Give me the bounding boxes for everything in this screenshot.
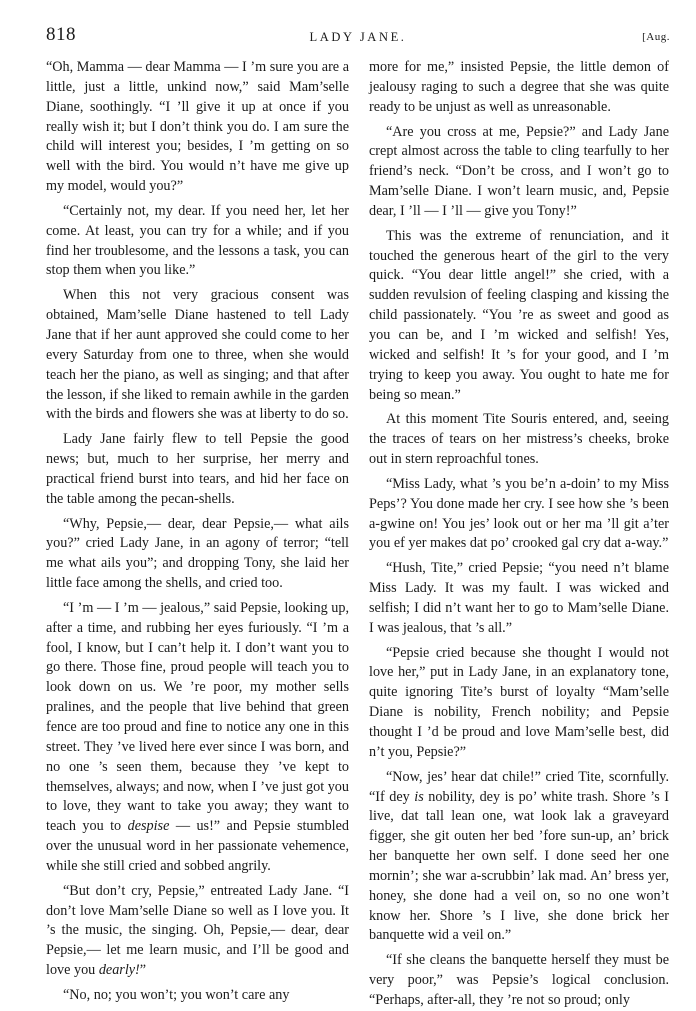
running-title: LADY JANE. xyxy=(309,30,407,44)
paragraph: This was the extreme of renunciation, and it touched the generous heart of the girl to the very quick. “You dear little angel!” she cried, with a sudden revulsion of feeling clasping and kissing the child passionately. “You ’re as sweet and good as you can be, and I ’m wicked and selfish! Yes, wicked and selfish! It ’s for your good, and I ’m trying to keep you away. You ought to hate me for being so mean.” xyxy=(369,227,669,403)
paragraph: “No, no; you won’t; you won’t care any xyxy=(63,986,290,1003)
emphasis: is xyxy=(414,788,424,805)
emphasis: despise xyxy=(127,818,170,835)
paragraph: “But don’t cry, Pepsie,” entreated Lady Jane. “I don’t love Mam’selle Diane so well as I love you. It ’s the music, the singing. Oh, Pepsie,— dear, dear Pepsie,— let me learn music, and I’ll be good and love you dearly!” xyxy=(46,882,349,979)
paragraph: “Certainly not, my dear. If you need her, let her come. At least, you can try for a while; and if you find her troublesome, and the lessons a task, you can stop them when you like.” xyxy=(46,202,349,279)
paragraph: “Oh, Mamma — dear Mamma — I ’m sure you are a little, just a little, unkind now,” said Mam’selle Diane, soothingly. “I ’ll give it up at once if you really wish it; but I don’t think you do. I am sure the child will interest you; besides, I ’m getting on so well with the bird. You would n’t have me give up my model, would you?” xyxy=(46,59,349,195)
paragraph: more for me,” insisted Pepsie, the little demon of jealousy raging to such a degree that she was quite ready to be unjust as well as unreasonable. xyxy=(369,59,669,115)
paragraph: “Are you cross at me, Pepsie?” and Lady Jane crept almost across the table to cling tearfully to her friend’s neck. “Don’t be cross, and I won’t go to Mam’selle Diane. I won’t learn music, and, Pepsie dear, I ’ll — I ’ll — give you Tony!” xyxy=(369,123,669,219)
right-column xyxy=(369,58,669,1011)
paragraph: “Hush, Tite,” cried Pepsie; “you need n’t blame Miss Lady. It was my fault. I was wicked and selfish; I did n’t want her to go to Mam’selle Diane. I was jealous, that ’s all.” xyxy=(369,560,669,636)
emphasis: dearly! xyxy=(98,962,140,979)
page-number: 818 xyxy=(46,24,76,45)
running-header xyxy=(46,26,670,50)
paragraph: At this moment Tite Souris entered, and, seeing the traces of tears on her mistress’s cheeks, broke out in stern reproachful tones. xyxy=(369,411,669,468)
paragraph: “Now, jes’ hear dat chile!” cried Tite, scornfully. “If dey is nobility, dey is po’ white trash. Shore ’s I live, dat tall lean one, wat look lak a graveyard figger, she git outen her bed ’fore sun-up, an’ brick her banquette her own self. I done seed her one mornin’; she war a-scrubbin’ lak mad. An’ bress yer, honey, she done had a veil on, so no one won’t know her. Shore ’s I live, she done brick her banquette wid a veil on.” xyxy=(369,768,669,944)
issue-month: [Aug. xyxy=(642,31,670,43)
paragraph: Lady Jane fairly flew to tell Pepsie the good news; but, much to her surprise, her merry and practical friend burst into tears, and hid her face on the table among the pecan-shells. xyxy=(46,431,349,507)
paragraph: “Why, Pepsie,— dear, dear Pepsie,— what ails you?” cried Lady Jane, in an agony of terror; “tell me what ails you”; and dropping Tony, she laid her little face among the shells, and cried too. xyxy=(46,515,349,592)
left-column xyxy=(46,58,349,1006)
paragraph: “I ’m — I ’m — jealous,” said Pepsie, looking up, after a time, and rubbing her eyes furiously. “I ’m a fool, I know, but I can’t help it. I don’t want you to go there. Those fine, proud people will teach you to look down on us. We ’re poor, my mother sells pralines, and the people that live behind that green fence are too proud and fine to notice any one in this street. They ’ve lived here ever since I was born, and no one ’s seen them, because they ’ve kept to themselves, always; and now, when I ’ve just got you to love, they want to take you away; they want to teach you to despise — us!” and Pepsie stumbled over the unusual word in her passionate vehemence, while she still cried and sobbed angrily. xyxy=(46,599,349,874)
paragraph: “If she cleans the banquette herself they must be very poor,” was Pepsie’s logical conclusion. “Perhaps, after-all, they ’re not so proud; only xyxy=(369,952,669,1008)
paragraph: “Pepsie cried because she thought I would not love her,” put in Lady Jane, in an explanatory tone, quite ignoring Tite’s burst of loyalty “Mam’selle Diane is nobility, French nobility; and Pepsie thought I ’d be proud and love Mam’selle best, did n’t you, Pepsie?” xyxy=(369,644,669,760)
paragraph: When this not very gracious consent was obtained, Mam’selle Diane hastened to tell Lady Jane that if her aunt approved she could come to her every Saturday from one to three, when she would teach her the piano, as well as singing; and that after the lesson, if she liked to remain awhile in the garden with the birds and flowers she was at liberty to do so. xyxy=(46,287,349,423)
paragraph: “Miss Lady, what ’s you be’n a-doin’ to my Miss Peps’? You done made her cry. I see how she ’s been a-gwine on! You jes’ look out or her ma ’ll git a’ter you ef yer makes dat po’ crooked gal cry dat a-way.” xyxy=(369,475,669,552)
